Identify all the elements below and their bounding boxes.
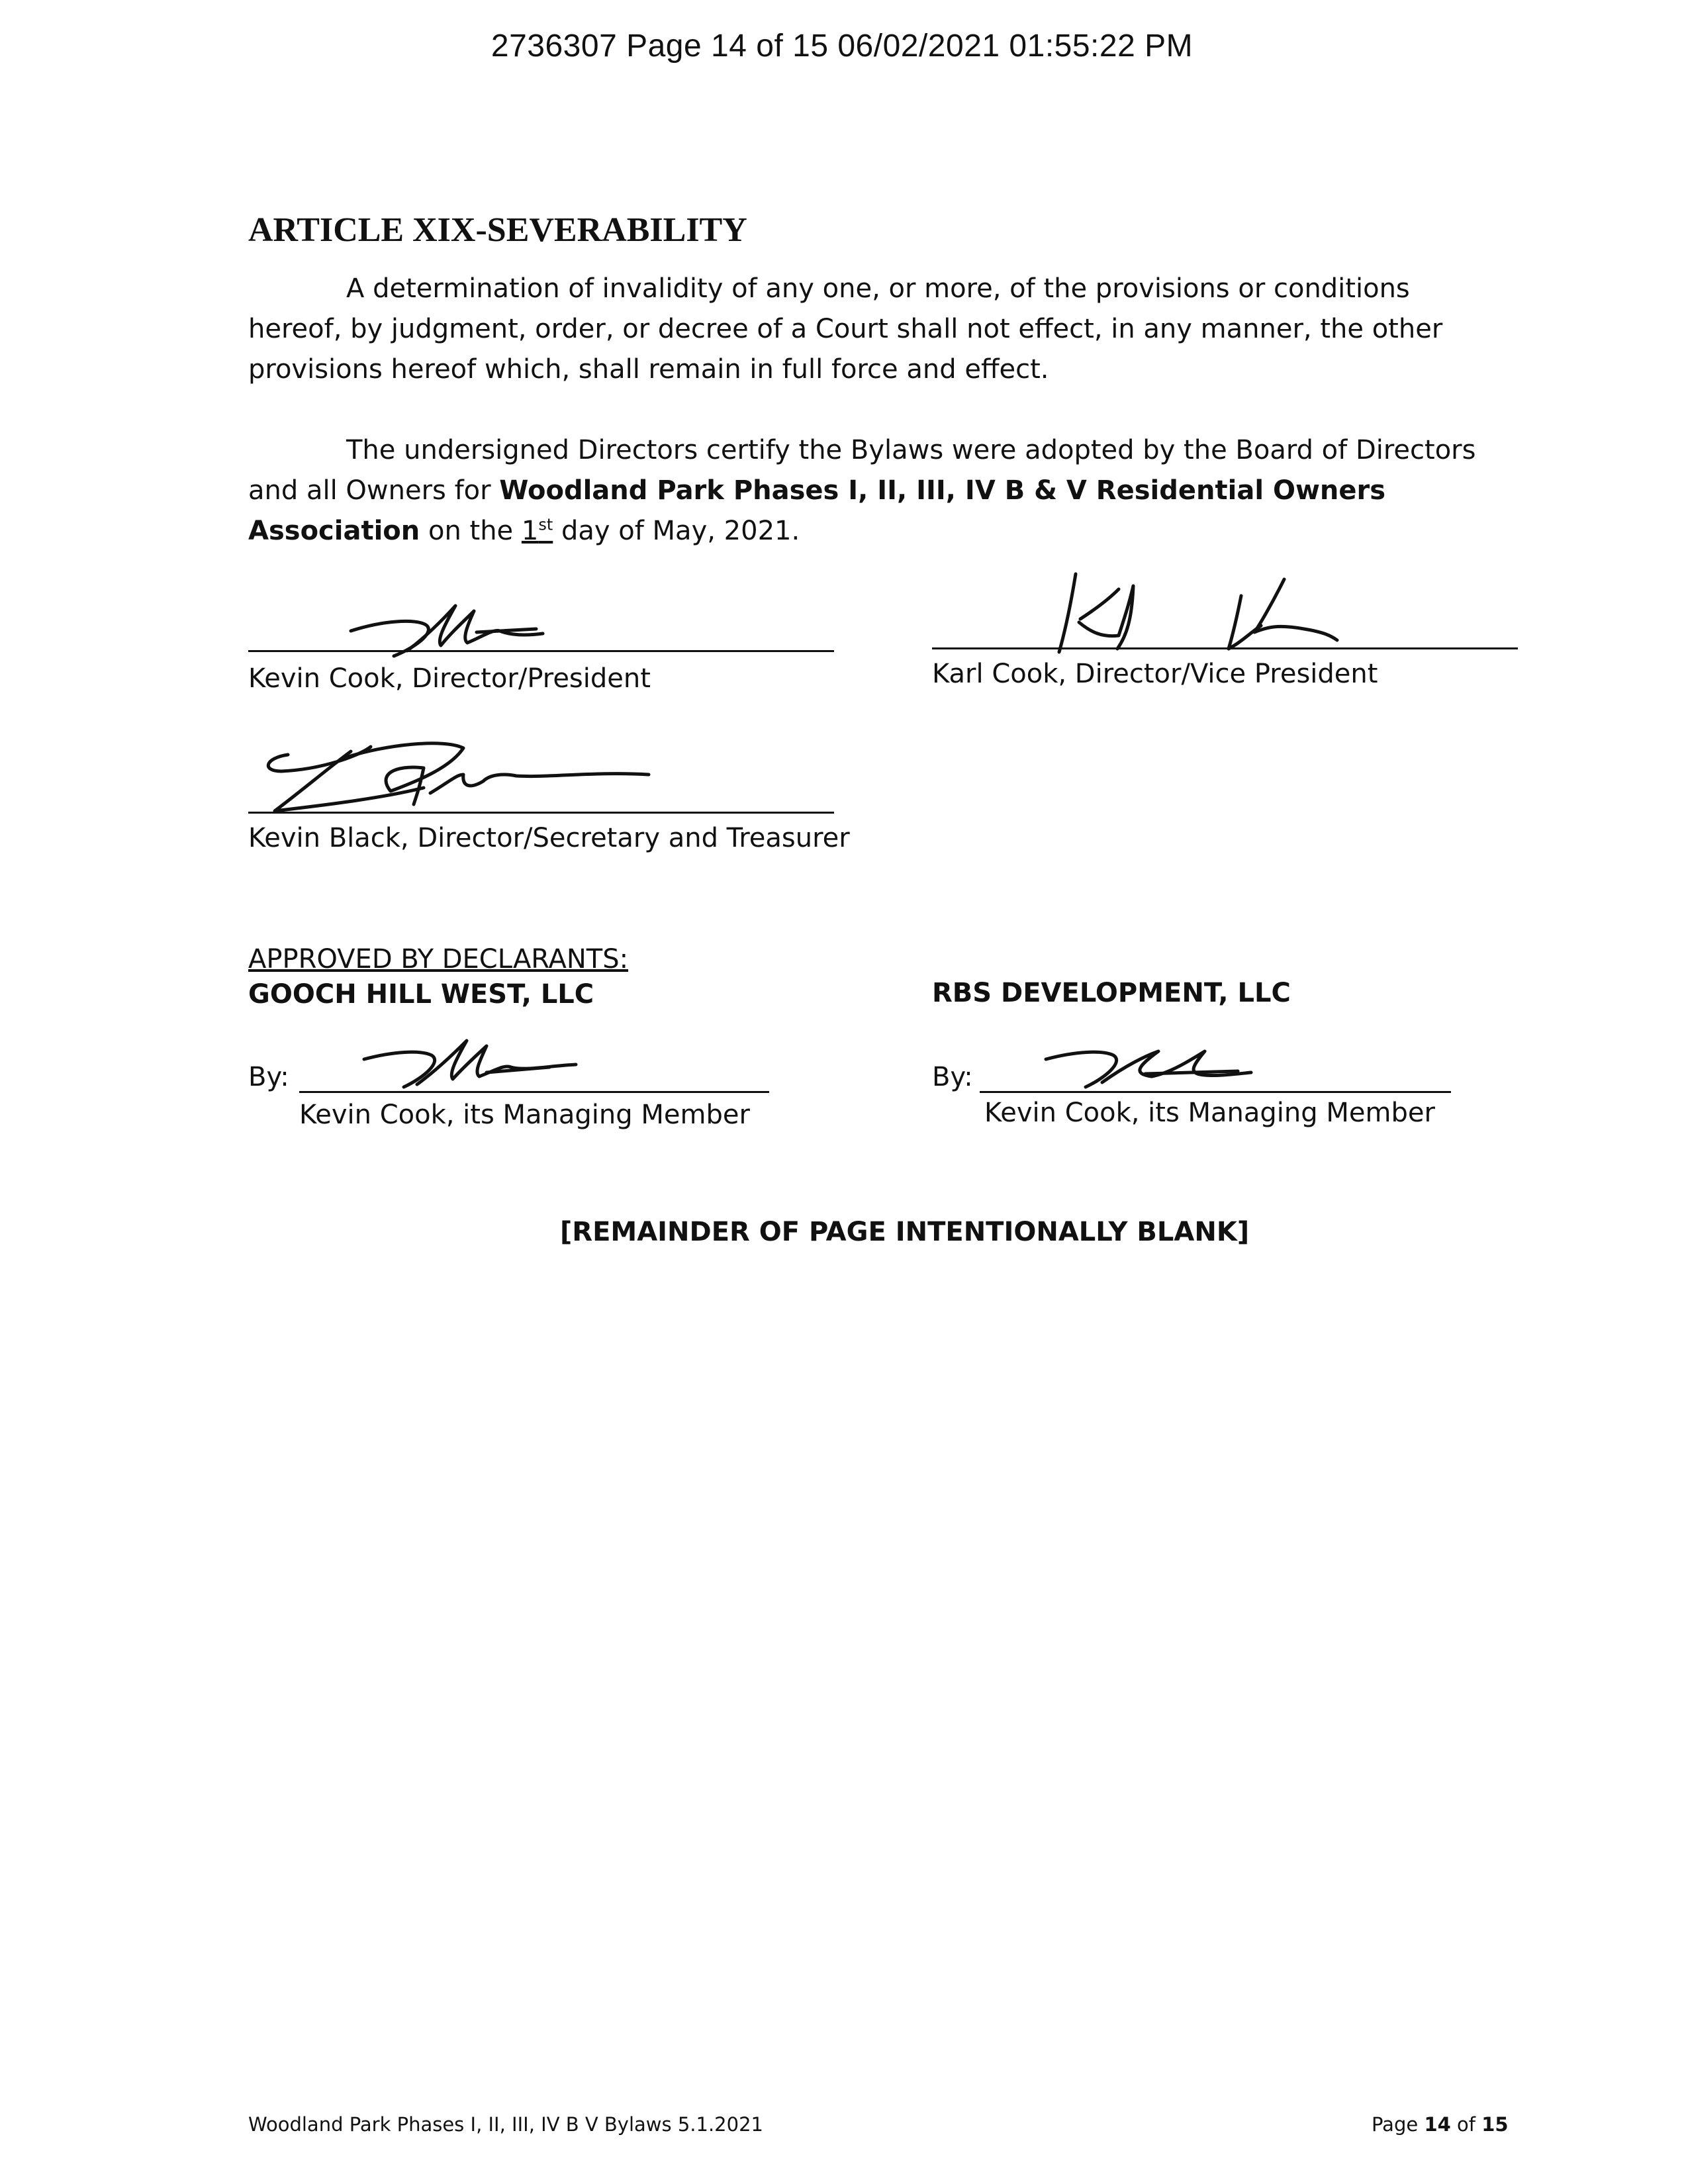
footer-document-name: Woodland Park Phases I, II, III, IV B V Bylaws 5.1.2021 [248,2113,763,2136]
gooch-by-label: By: [248,1062,289,1092]
gooch-signer-name: Kevin Cook, its Managing Member [299,1100,750,1130]
article-title: ARTICLE XIX-SEVERABILITY [248,211,747,249]
rbs-signature-line [980,1091,1451,1093]
recording-stamp: 2736307 Page 14 of 15 06/02/2021 01:55:22 PM [491,28,1193,64]
severability-text: A determination of invalidity of any one, or more, of the provisions or conditions hereof, by judgment, order, or decree of a Court shall not effect, in any manner, the other provisions hereof which, shall remain in full force and effect. [248,273,1443,385]
rbs-development-company: RBS DEVELOPMENT, LLC [932,978,1291,1008]
rbs-signer-name: Kevin Cook, its Managing Member [984,1098,1435,1128]
president-signature-line [248,650,834,652]
gooch-hill-west-company: GOOCH HILL WEST, LLC [248,979,594,1010]
certification-text-3: day of May, 2021. [553,516,800,546]
kevin-cook-signature [344,593,563,665]
vice-president-name: Karl Cook, Director/Vice President [932,659,1378,689]
declarants-heading: APPROVED BY DECLARANTS: [248,944,629,974]
certification-paragraph [248,430,1506,551]
secretary-signature-line [248,812,834,814]
gooch-signature-line [299,1091,769,1093]
severability-paragraph [248,269,1506,390]
kevin-black-signature [252,735,675,818]
certification-text-1: The undersigned Directors certify the Bylaws were adopted by the Board of Directors and all Owners for [248,435,1476,506]
rbs-by-label: By: [932,1062,973,1092]
vice-president-signature-line [932,647,1518,649]
karl-cook-signature [1039,566,1383,659]
president-name: Kevin Cook, Director/President [248,663,651,694]
blank-page-notice: [REMAINDER OF PAGE INTENTIONALLY BLANK] [560,1217,1250,1247]
footer-page-number: Page 14 of 15 [1372,2113,1509,2136]
association-name: Woodland Park Phases I, II, III, IV B & V Residential Owners Association [248,475,1386,546]
adoption-day: 1st [521,515,553,546]
secretary-treasurer-name: Kevin Black, Director/Secretary and Treasurer [248,823,850,853]
certification-text-2: on the [420,516,522,546]
